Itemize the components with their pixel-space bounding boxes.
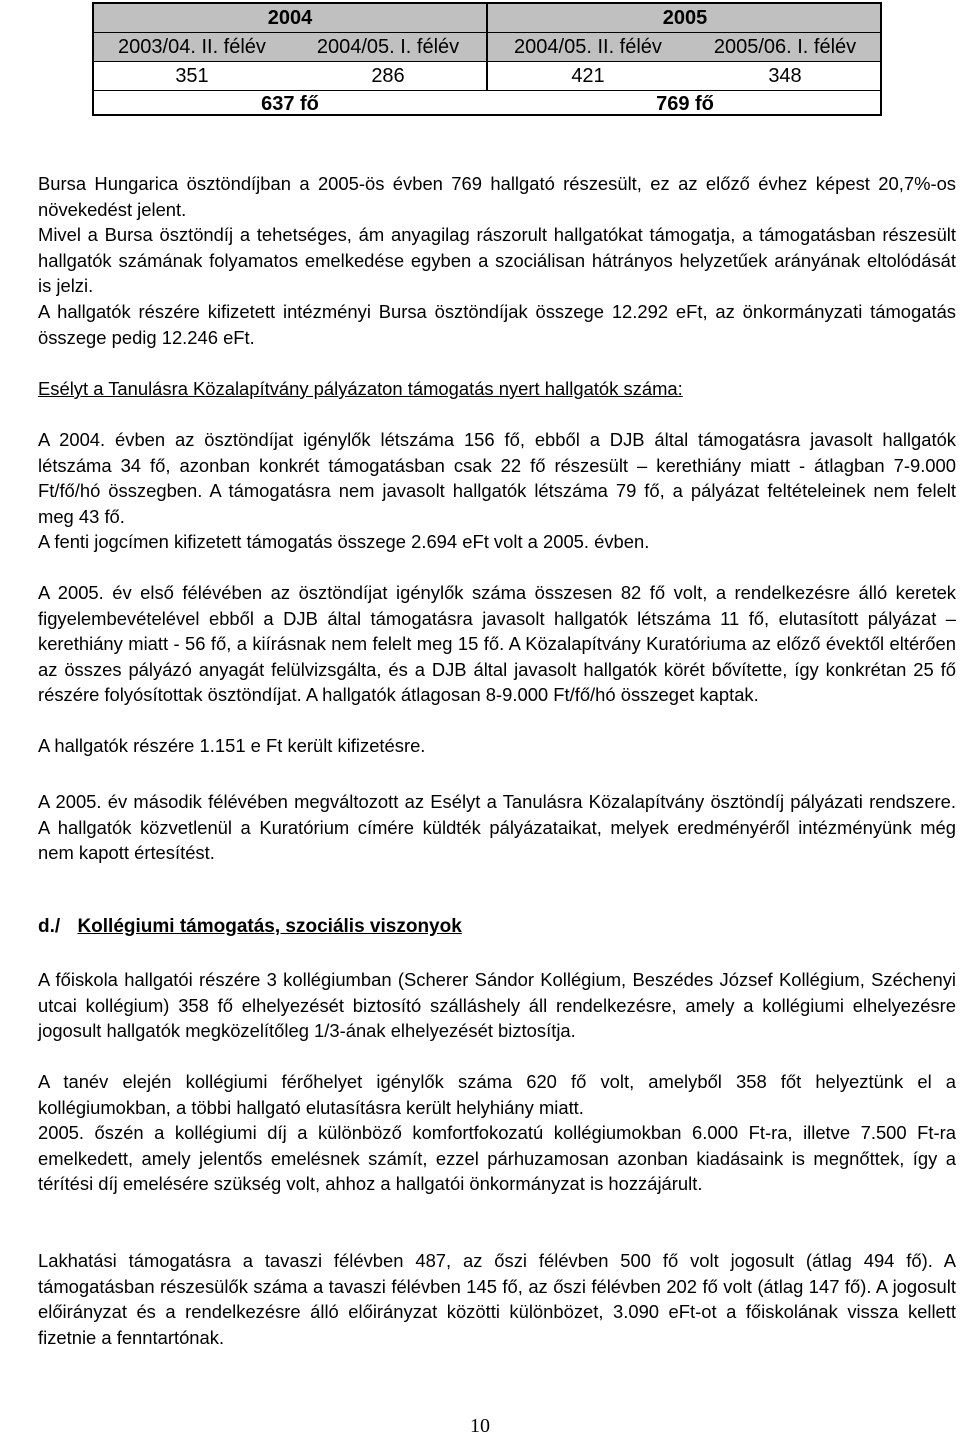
paragraph-dormitories: A főiskola hallgatói részére 3 kollégiumban (Scherer Sándor Kollégium, Beszédes József Kollégium, Széchenyi utcai kollégium) 358 fő elhelyezését biztosító szálláshely áll rendelkezésre, amely a kollégiumi elhelyezésre jogosult hallgatók megközelítőleg 1/3-ának elhelyezését biztosítja.	[38, 969, 956, 1041]
paragraph-2005-second-semester: A 2005. év második félévében megváltozott az Esélyt a Tanulásra Közalapítvány ösztöndíj pályázati rendszere. A hallgatók közvetlenül a Kuratórium címére küldték pályázataikat, melyek eredményéről intézményünk még nem kapott értesítést.	[38, 791, 956, 863]
paragraph-dormitory-fees: 2005. őszén a kollégiumi díj a különböző komfortfokozatú kollégiumokban 6.000 Ft-ra, illetve 7.500 Ft-ra emelkedett, amely jelentős emelésnek számít, ezzel párhuzamosan azonban kiadásaink is megnőttek, így a térítési díj emelésére szükség volt, ahhoz a hallgatói önkormányzat is hozzájárult.	[38, 1122, 956, 1194]
table-semester: 2003/04. II. félév	[118, 36, 266, 58]
paragraph-bursa-purpose: Mivel a Bursa ösztöndíj a tehetséges, ám anyagilag rászorult hallgatókat támogatja, a támogatásban részesült hallgatók számának folyamatos emelkedése egyben a szociálisan hátrányos helyzetűek arányának eltolódását is jelzi.	[38, 224, 956, 296]
section-number: d./	[38, 916, 61, 937]
page-number: 10	[470, 1415, 490, 1437]
table-year-2004: 2004	[267, 7, 313, 29]
paragraph-2005-payment: A hallgatók részére 1.151 e Ft került kifizetésre.	[38, 735, 426, 756]
paragraph-housing-support: Lakhatási támogatásra a tavaszi félévben 487, az őszi félévben 500 fő volt jogosult (átlag 494 fő). A támogatásban részesülők száma a tavaszi félévben 145 fő, az őszi félévben 202 fő volt (átlag 147 fő). A jogosult előirányzat és a rendelkezésre álló előirányzat közötti különbözet, 3.090 eFt-ot a főiskolának vissza kellett fizetnie a fenntartónak.	[38, 1250, 956, 1348]
bursa-statistics-table	[92, 2, 882, 116]
table-total-2005: 769 fő	[656, 93, 714, 115]
paragraph-2005-first-semester: A 2005. év első félévében az ösztöndíjat igénylők száma összesen 82 fő volt, a rendelkezésre álló keretek figyelembevételével ebből a DJB által támogatásra javasolt hallgatók létszáma 11 fő, elutasított pályázat – kerethiány miatt - 56 fő, a kiírásnak nem felelt meg 15 fő. A Közalapítvány Kuratóriuma az előző évektől eltérően az összes pályázó anyagát felülvizsgálta, és a DJB által javasolt hallgatók körét bővítette, így konkrétan 25 fő részére folyósítottak ösztöndíjat. A hallgatók átlagosan 8-9.000 Ft/fő/hó összeget kaptak.	[38, 582, 956, 705]
table-year-2005: 2005	[662, 7, 708, 29]
section-heading	[38, 916, 462, 938]
table-count: 286	[371, 65, 405, 87]
paragraph-dormitory-applicants: A tanév elején kollégiumi férőhelyet igénylők száma 620 fő volt, amelyből 358 főt helyeztünk el a kollégiumokban, a többi hallgató elutasításra került helyhiány miatt.	[38, 1071, 956, 1118]
section-title: Kollégiumi támogatás, szociális viszonyok	[77, 916, 462, 937]
table-semester: 2005/06. I. félév	[713, 36, 857, 58]
table-count: 351	[175, 65, 209, 87]
table-row-divider	[94, 90, 880, 91]
paragraph-2004-payment: A fenti jogcímen kifizetett támogatás összege 2.694 eFt volt a 2005. évben.	[38, 531, 650, 552]
esely-subtitle: Esélyt a Tanulásra Közalapítvány pályázaton támogatás nyert hallgatók száma:	[38, 378, 683, 399]
paragraph-bursa-summary: Bursa Hungarica ösztöndíjban a 2005-ös évben 769 hallgató részesült, ez az előző évhez képest 20,7%-os növekedést jelent.	[38, 173, 956, 220]
table-count: 348	[768, 65, 802, 87]
paragraph-bursa-amounts: A hallgatók részére kifizetett intézményi Bursa ösztöndíjak összege 12.292 eFt, az önkormányzati támogatás összege pedig 12.246 eFt.	[38, 301, 956, 348]
table-count: 421	[571, 65, 605, 87]
paragraph-2004-grants: A 2004. évben az ösztöndíjat igénylők létszáma 156 fő, ebből a DJB által támogatásra javasolt hallgatók létszáma 34 fő, azonban konkrét támogatásban csak 22 fő részesült – kerethiány miatt - átlagban 7-9.000 Ft/fő/hó összegben. A támogatásra nem javasolt hallgatók létszáma 79 fő, a pályázat feltételeinek nem felelt meg 43 fő.	[38, 429, 956, 527]
table-semester: 2004/05. I. félév	[316, 36, 460, 58]
table-semester: 2004/05. II. félév	[514, 36, 662, 58]
table-total-2004: 637 fő	[261, 93, 319, 115]
